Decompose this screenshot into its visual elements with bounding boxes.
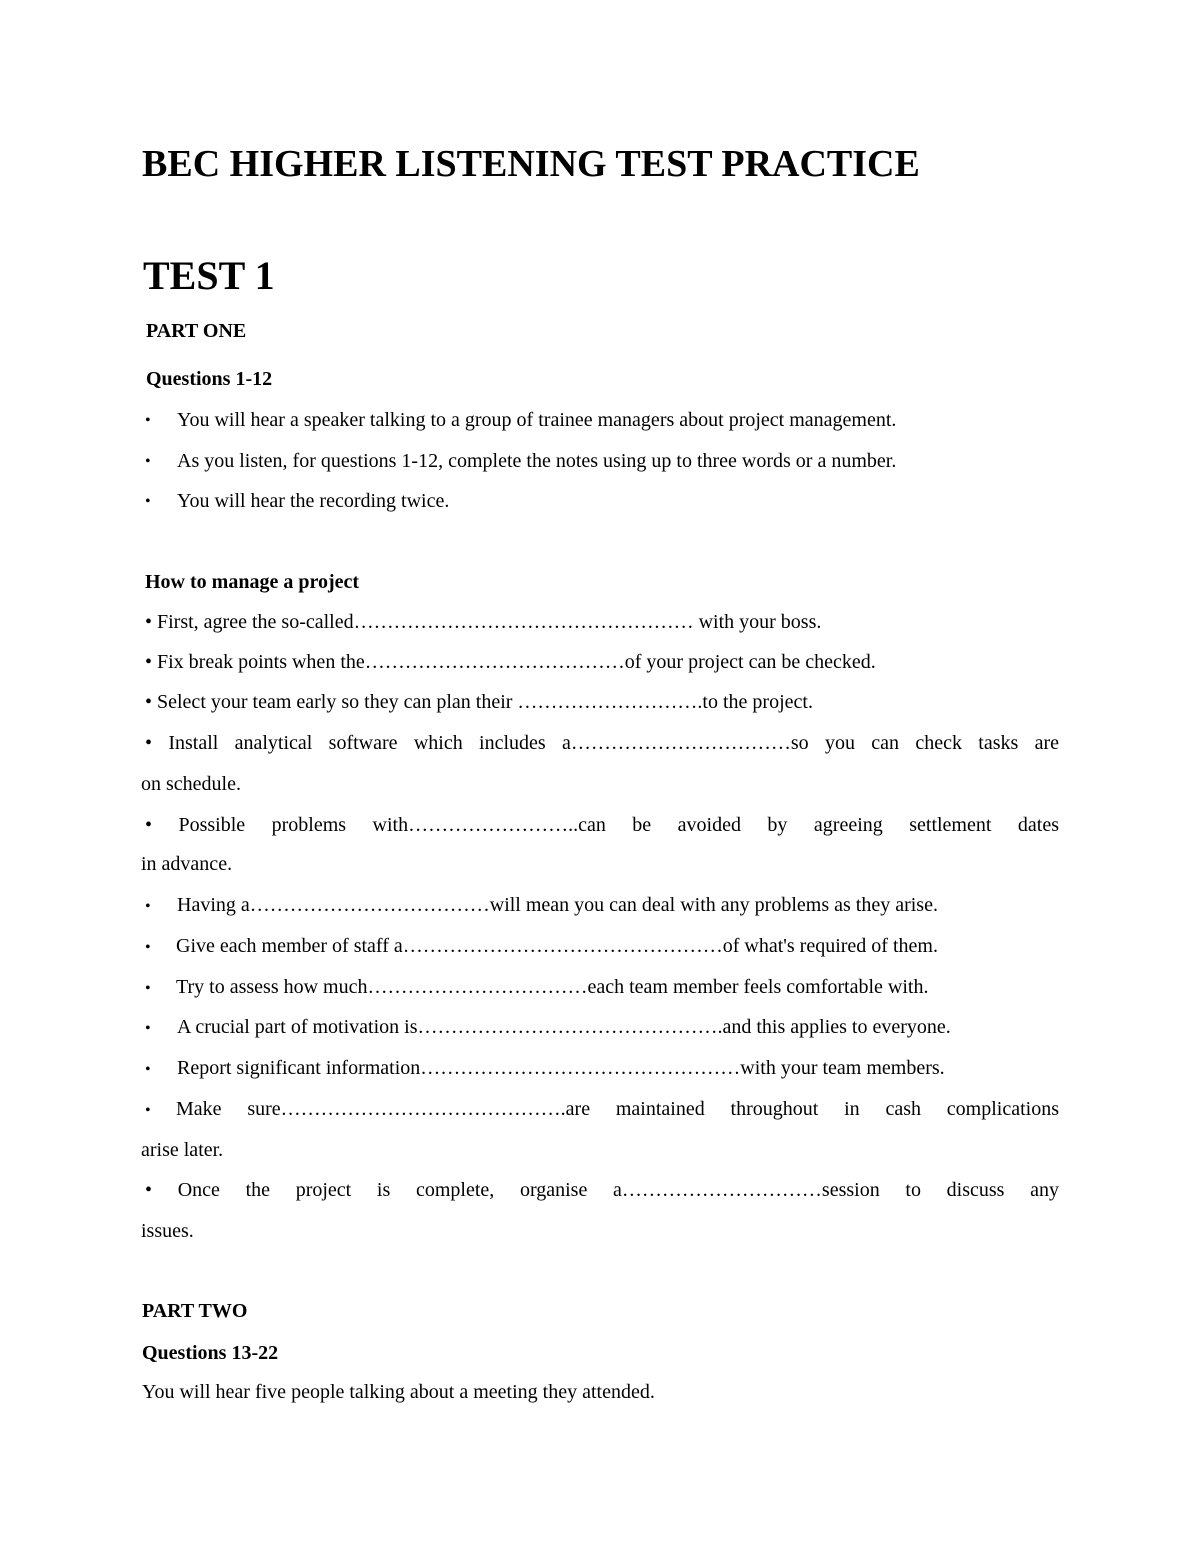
note-5: • Possible problems with……………………..can be avoided by agreeing settlement dates — [145, 814, 1059, 836]
instruction-3: You will hear the recording twice. — [177, 490, 450, 512]
note-1: • First, agree the so-called…………………………………………… with your boss. — [145, 611, 822, 633]
bullet-marker: • — [145, 1102, 151, 1119]
note-2: • Fix break points when the…………………………………of your project can be checked. — [145, 651, 876, 673]
note-5-continued: in advance. — [141, 853, 233, 875]
bullet-marker: • — [145, 453, 151, 470]
part-two-questions-label: Questions 13-22 — [142, 1342, 279, 1364]
document-title: BEC HIGHER LISTENING TEST PRACTICE — [142, 143, 920, 185]
bullet-marker: • — [145, 939, 151, 956]
note-10: Report significant information…………………………………………with your team members. — [177, 1057, 945, 1079]
part-one-heading: PART ONE — [146, 320, 247, 342]
bullet-marker: • — [145, 898, 151, 915]
note-3: • Select your team early so they can plan their ……………………….to the project. — [145, 691, 813, 713]
notes-heading: How to manage a project — [145, 571, 360, 593]
note-9: A crucial part of motivation is……………………………………….and this applies to everyone. — [177, 1016, 951, 1038]
bullet-marker: • — [145, 1061, 151, 1078]
note-12-continued: issues. — [141, 1220, 194, 1242]
note-7: Give each member of staff a…………………………………………of what's required of them. — [176, 935, 938, 957]
note-11: Make sure…………………………………….are maintained throughout in cash complications — [176, 1098, 1059, 1120]
note-8: Try to assess how much……………………………each team member feels comfortable with. — [176, 976, 929, 998]
bullet-marker: • — [145, 980, 151, 997]
part-two-heading: PART TWO — [142, 1300, 248, 1322]
note-4-continued: on schedule. — [141, 773, 241, 795]
test-label: TEST 1 — [143, 253, 275, 298]
part-one-questions-label: Questions 1-12 — [146, 368, 273, 390]
note-4: • Install analytical software which includes a……………………………so you can check tasks are — [145, 732, 1059, 754]
note-12: • Once the project is complete, organise a…………………………session to discuss any — [145, 1179, 1059, 1201]
instruction-1: You will hear a speaker talking to a group of trainee managers about project management. — [177, 409, 897, 431]
note-11-continued: arise later. — [141, 1139, 224, 1161]
instruction-2: As you listen, for questions 1-12, complete the notes using up to three words or a number. — [177, 450, 897, 472]
part-two-intro: You will hear five people talking about a meeting they attended. — [142, 1381, 655, 1403]
bullet-marker: • — [145, 493, 151, 510]
bullet-marker: • — [145, 412, 151, 429]
note-6: Having a………………………………will mean you can deal with any problems as they arise. — [177, 894, 938, 916]
bullet-marker: • — [145, 1020, 151, 1037]
